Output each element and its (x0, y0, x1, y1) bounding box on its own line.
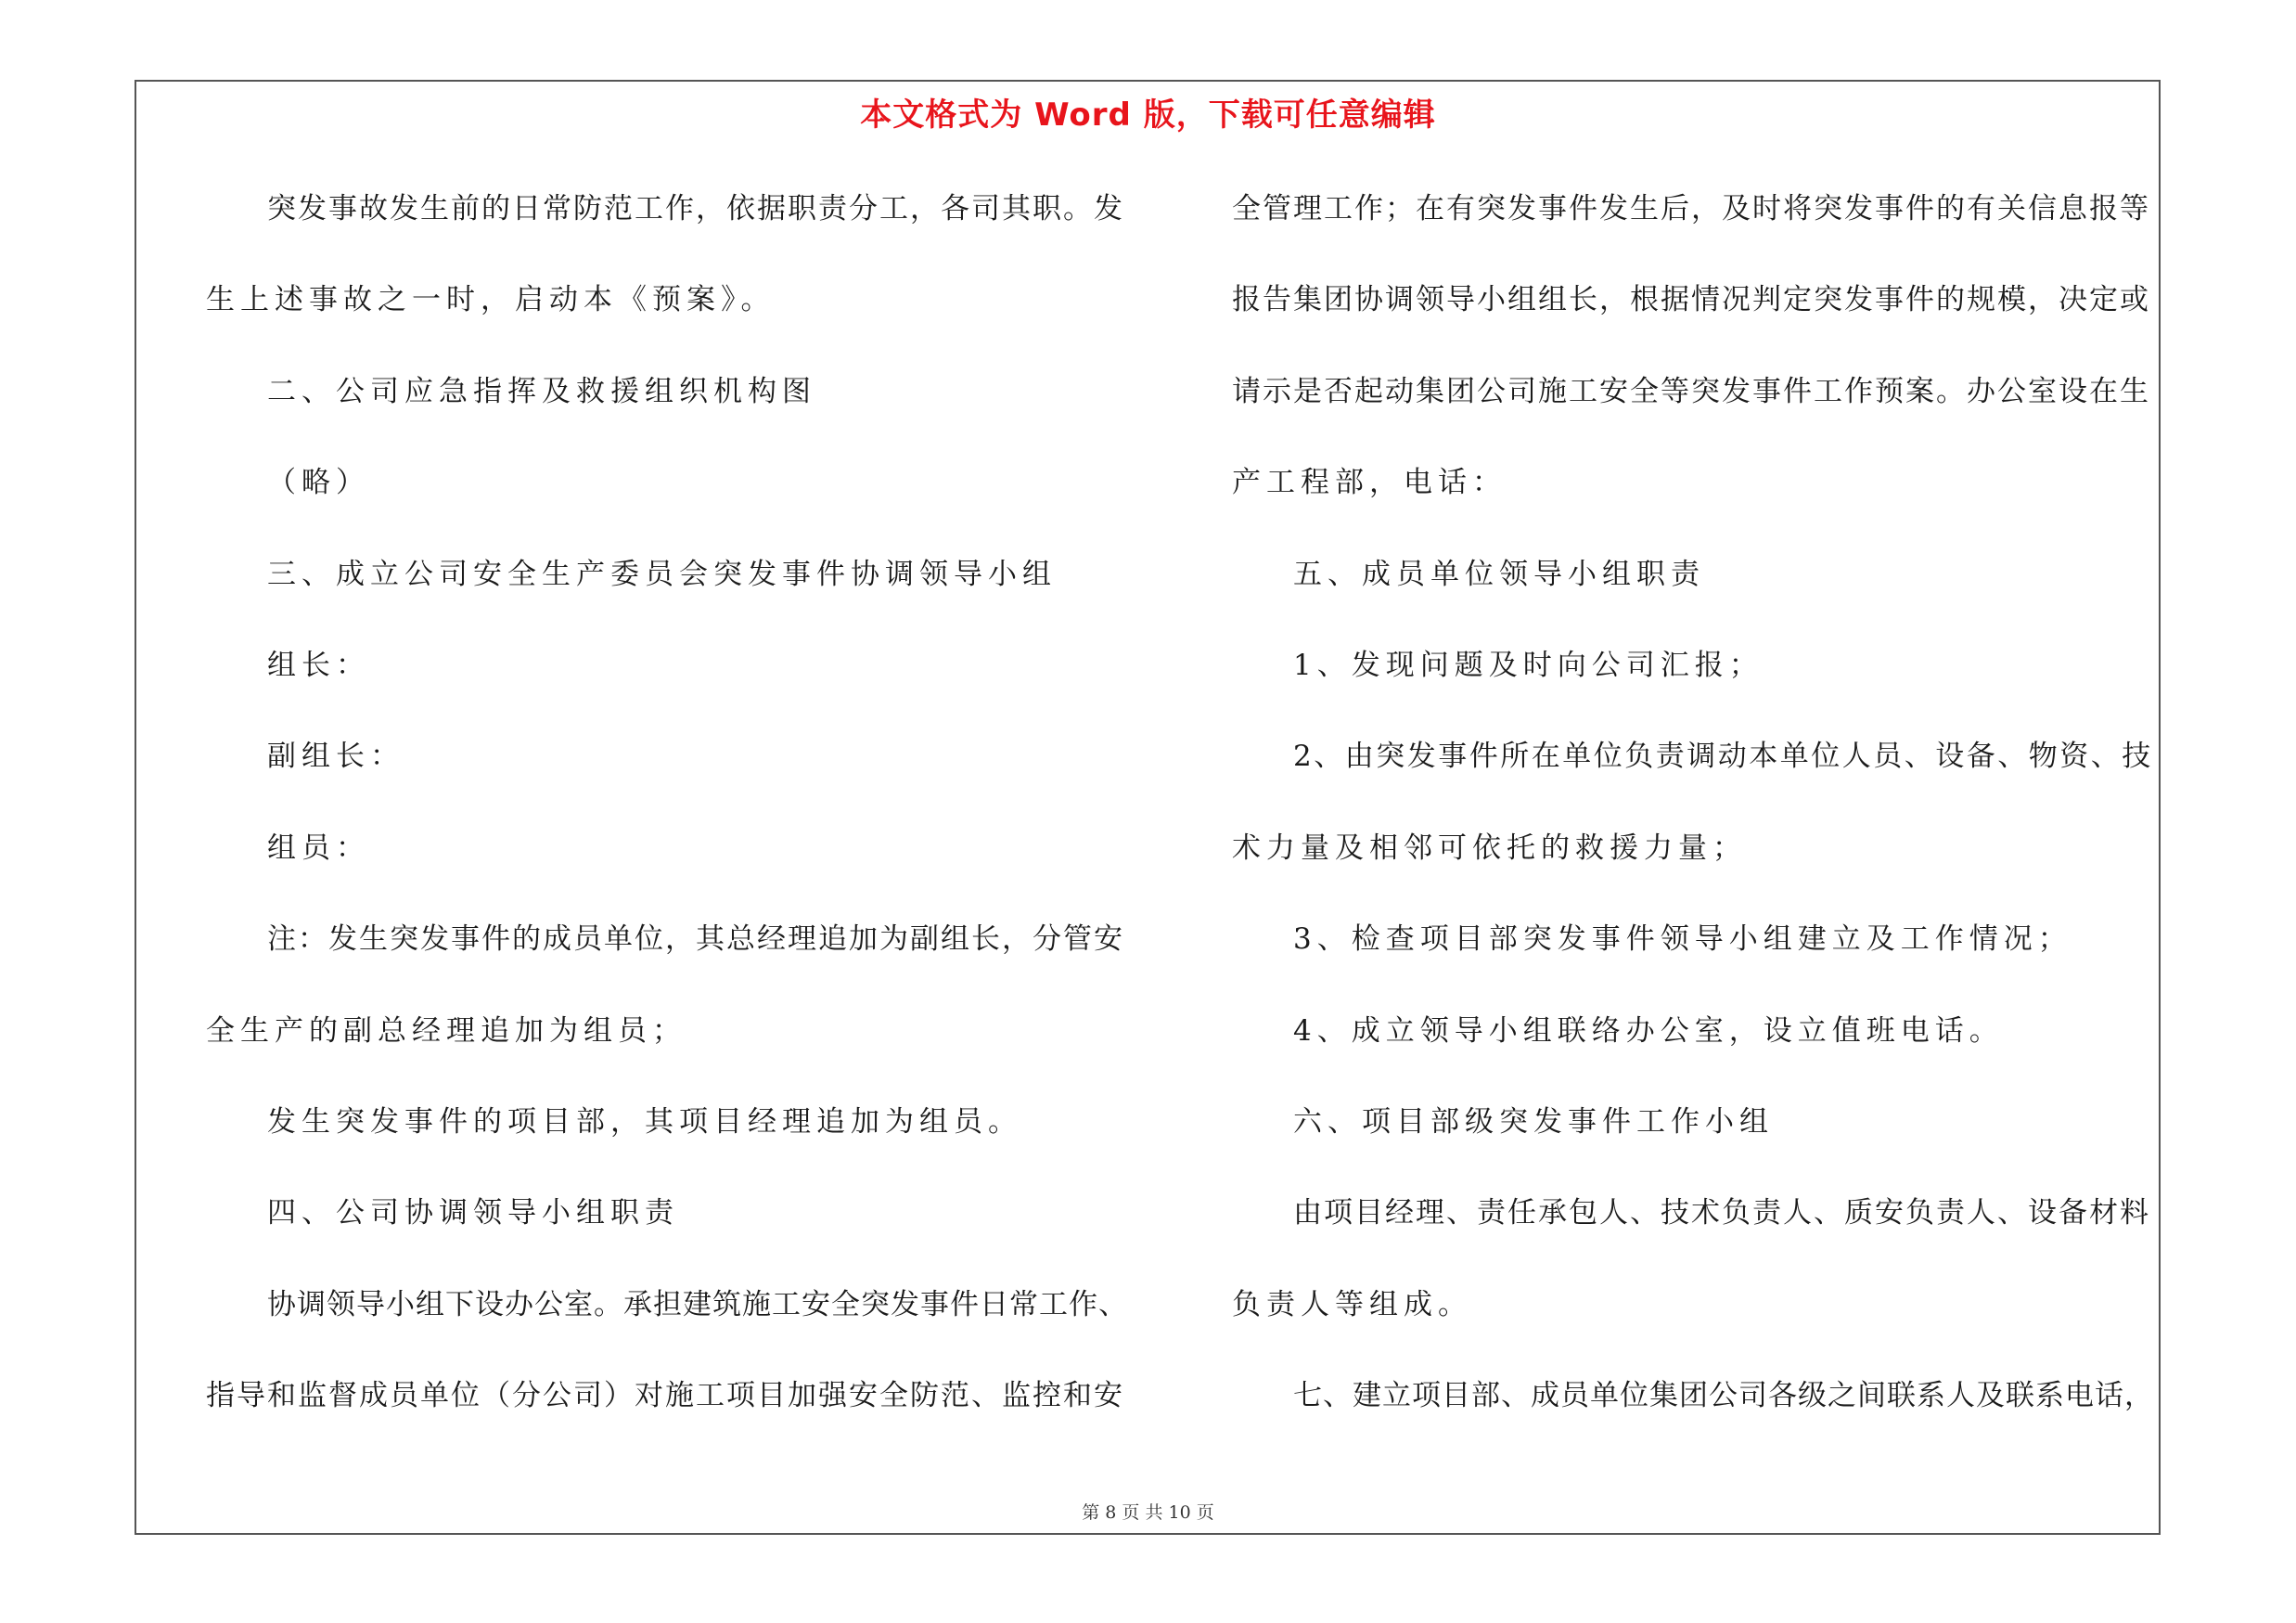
text-line: 组长： (267, 648, 370, 682)
text-line: 协调领导小组下设办公室。承担建筑施工安全突发事件日常工作、 (267, 1287, 1128, 1321)
text-line: 4、成立领导小组联络办公室，设立值班电话。 (1293, 1013, 2004, 1048)
word-format-banner: 本文格式为 Word 版，下载可任意编辑 (860, 97, 1436, 134)
text-line: 指导和监督成员单位（分公司）对施工项目加强安全防范、监控和安 (206, 1379, 1124, 1413)
text-line: 组员： (267, 831, 370, 865)
text-line: 术力量及相邻可依托的救援力量； (1232, 831, 1747, 865)
text-line: 1、发现问题及时向公司汇报； (1293, 648, 1764, 682)
text-line: 全管理工作；在有突发事件发生后，及时将突发事件的有关信息报等 (1232, 192, 2150, 225)
text-line: 突发事故发生前的日常防范工作，依据职责分工，各司其职。发 (267, 192, 1124, 225)
text-line: 六、项目部级突发事件工作小组 (1293, 1104, 1774, 1139)
text-line: 生上述事故之一时，启动本《预案》。 (206, 283, 776, 317)
text-line: 副组长： (267, 740, 404, 774)
text-line: 由项目经理、责任承包人、技术负责人、质安负责人、设备材料 (1293, 1196, 2150, 1230)
text-line: 请示是否起动集团公司施工安全等突发事件工作预案。办公室设在生 (1232, 374, 2150, 408)
text-line: 二、公司应急指挥及救援组织机构图 (267, 374, 816, 408)
text-line: （略） (267, 466, 370, 500)
text-line: 四、公司协调领导小组职责 (267, 1196, 679, 1230)
right-text-column (1232, 181, 2160, 1459)
text-line: 全生产的副总经理追加为组员； (206, 1013, 686, 1048)
text-line: 五、成员单位领导小组职责 (1293, 557, 1705, 591)
text-line: 2、由突发事件所在单位负责调动本单位人员、设备、物资、技 (1293, 740, 2153, 774)
left-text-column (206, 181, 1134, 1459)
text-line: 三、成立公司安全生产委员会突发事件协调领导小组 (267, 557, 1057, 591)
page-number-footer: 第 8 页 共 10 页 (1082, 1502, 1214, 1523)
text-line: 报告集团协调领导小组组长，根据情况判定突发事件的规模，决定或 (1232, 283, 2150, 317)
text-line: 负责人等组成。 (1232, 1287, 1472, 1321)
text-line: 3、检查项目部突发事件领导小组建立及工作情况； (1293, 922, 2072, 957)
text-line: 注：发生突发事件的成员单位，其总经理追加为副组长，分管安 (267, 922, 1124, 957)
text-line: 发生突发事件的项目部，其项目经理追加为组员。 (267, 1104, 1022, 1139)
text-line: 产工程部，电话： (1232, 466, 1507, 500)
text-line: 七、建立项目部、成员单位集团公司各级之间联系人及联系电话， (1293, 1379, 2154, 1413)
